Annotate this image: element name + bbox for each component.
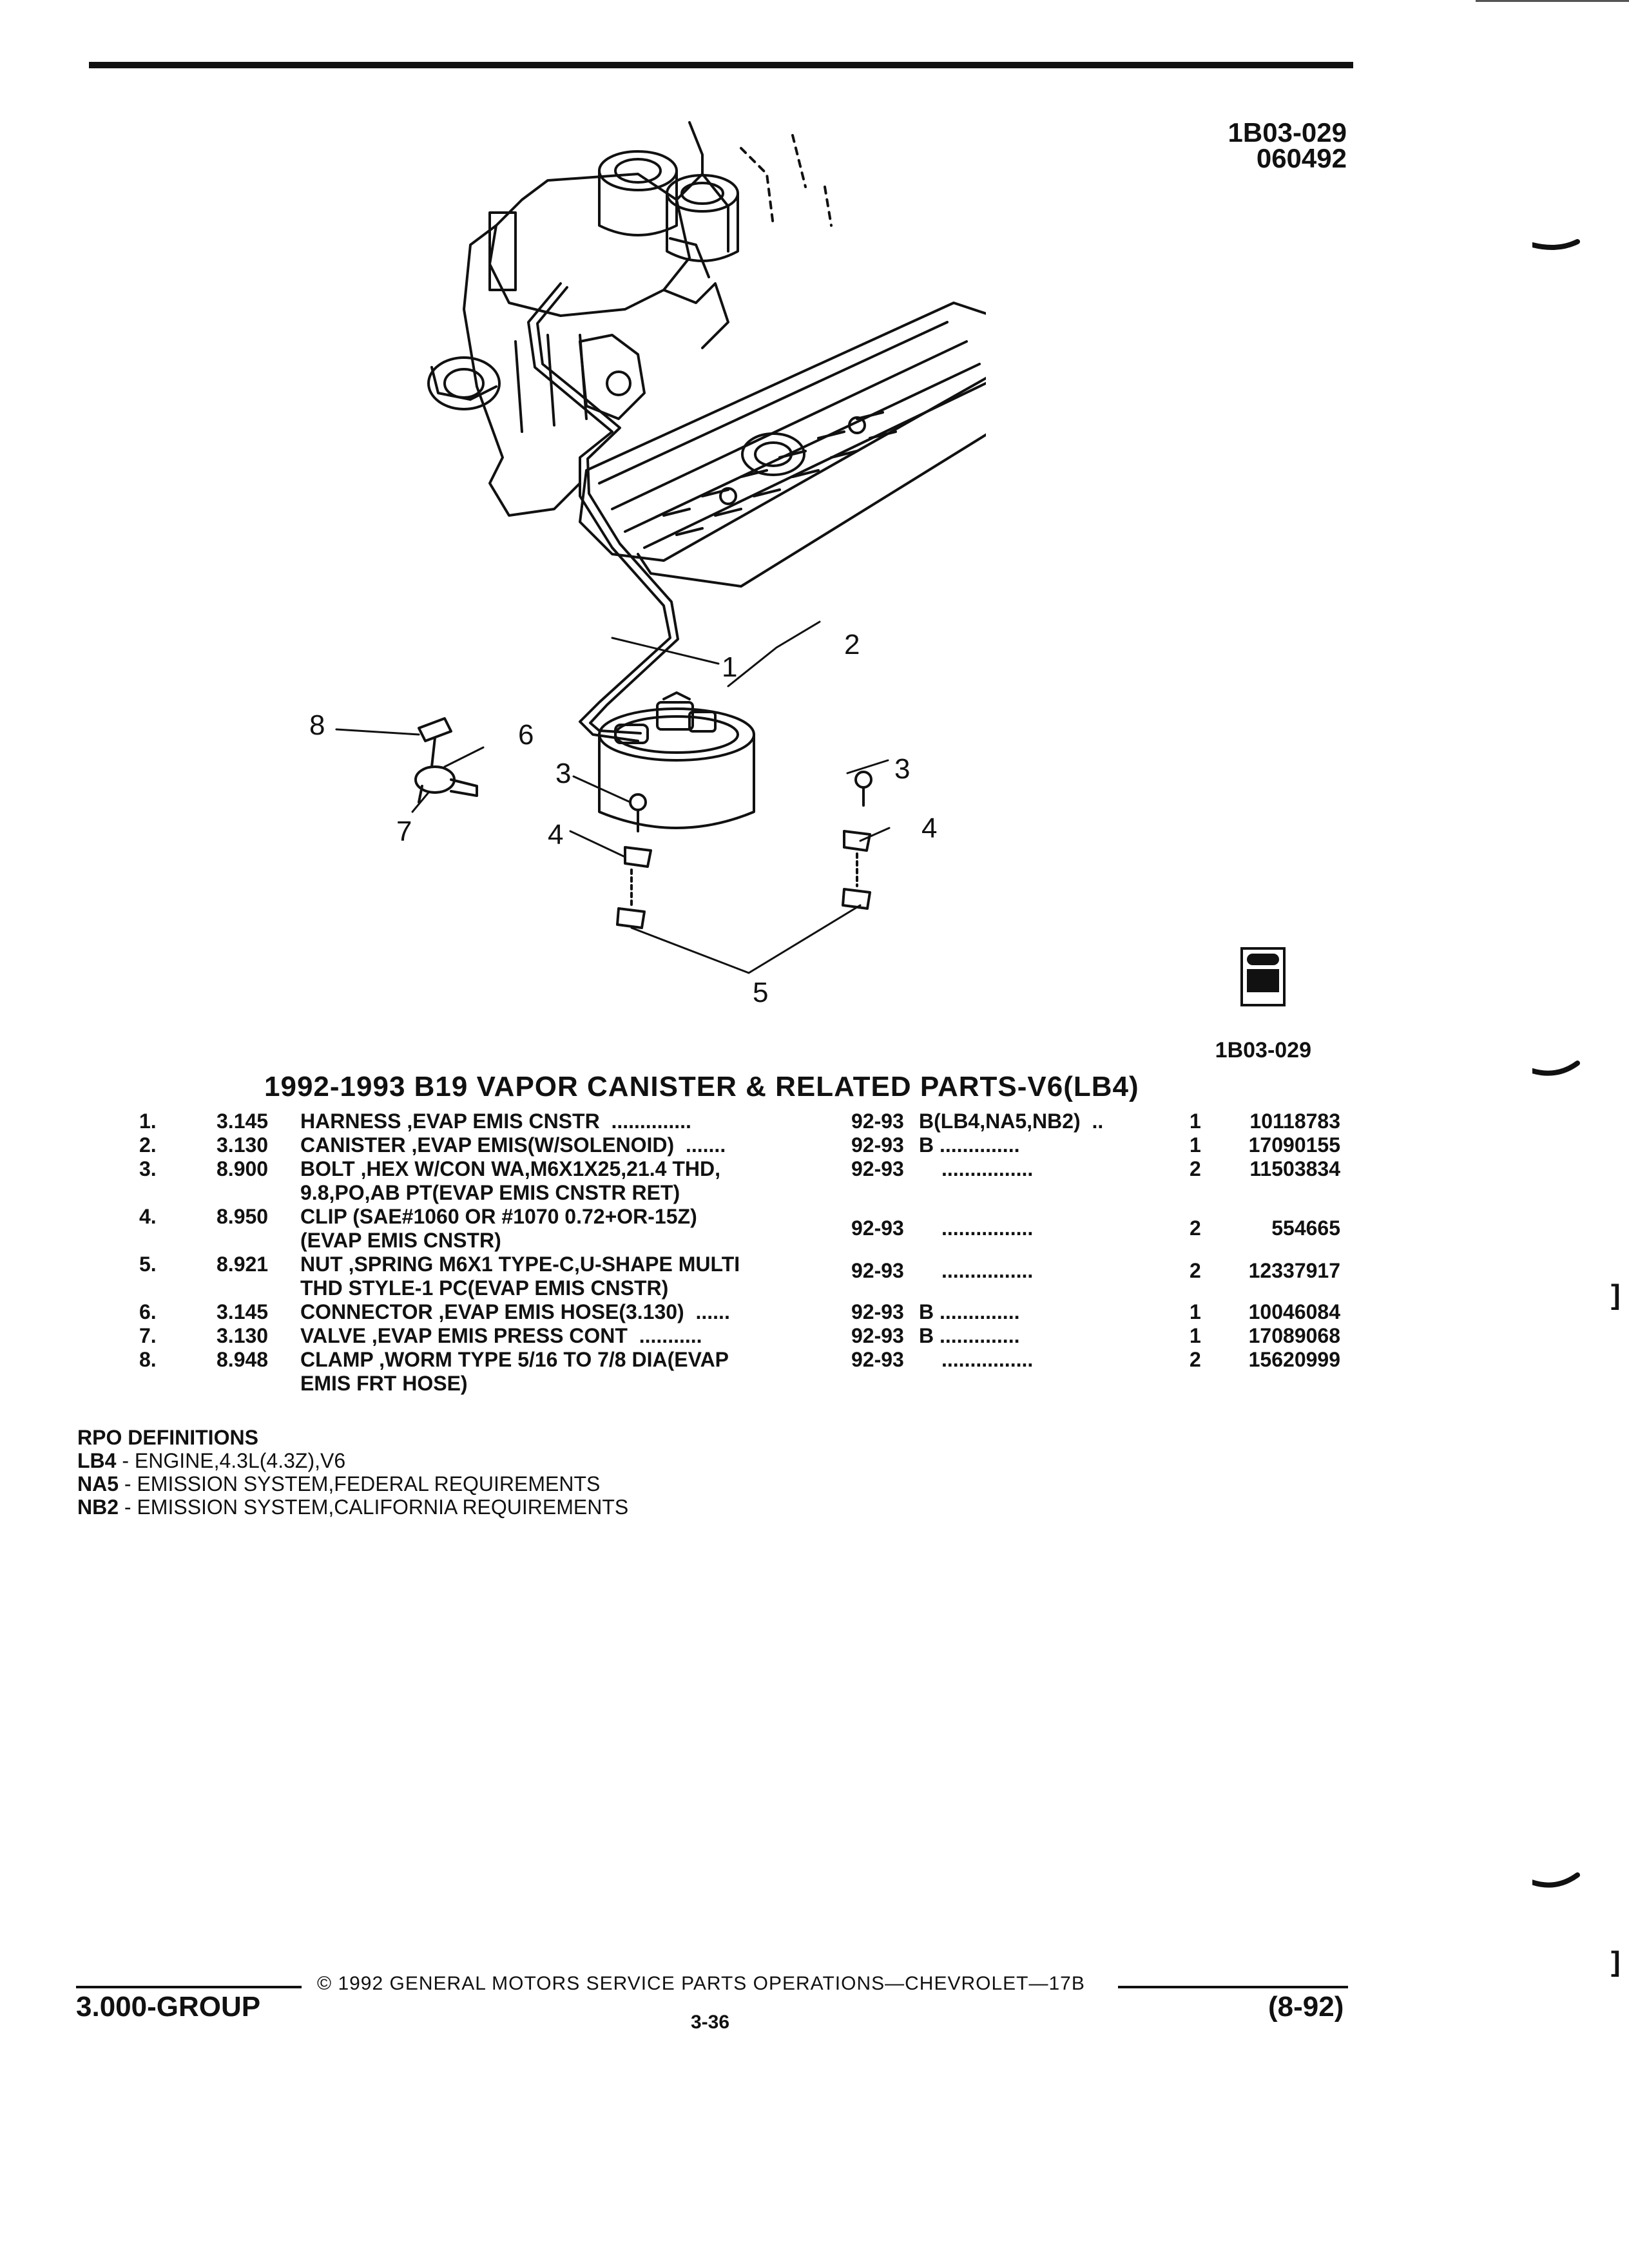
- footer-rule-left: [76, 1986, 302, 1988]
- part-description-cont: THD STYLE-1 PC(EVAP EMIS CNSTR): [300, 1276, 669, 1300]
- parts-row: [139, 1133, 1351, 1157]
- rpo-item: [77, 1472, 628, 1495]
- quantity: 1: [1190, 1133, 1201, 1157]
- rpo-text: - EMISSION SYSTEM,CALIFORNIA REQUIREMENTS: [119, 1495, 629, 1519]
- part-number: 17090155: [1248, 1133, 1340, 1157]
- item-number: 6.: [139, 1300, 157, 1323]
- item-number: 5.: [139, 1253, 157, 1276]
- item-number: 3.: [139, 1157, 157, 1180]
- rpo-code: B ..............: [919, 1300, 1020, 1323]
- margin-mark: ]: [1611, 1946, 1621, 1977]
- model-years: 92-93: [851, 1216, 904, 1240]
- right-mount-hardware: [843, 772, 871, 908]
- valve-cover: [580, 303, 986, 586]
- callout-5: 5: [753, 977, 769, 1008]
- evap-hose-harness: [528, 284, 678, 743]
- model-years: 92-93: [851, 1110, 904, 1133]
- rpo-code: B ..............: [919, 1324, 1020, 1347]
- model-years: 92-93: [851, 1259, 904, 1282]
- rpo-code: ................: [941, 1259, 1034, 1282]
- revision-date: (8-92): [1268, 1991, 1344, 2023]
- rpo-text: - ENGINE,4.3L(4.3Z),V6: [116, 1449, 346, 1472]
- quantity: 1: [1190, 1324, 1201, 1347]
- part-description: HARNESS ,EVAP EMIS CNSTR ..............: [300, 1110, 691, 1133]
- exploded-parts-diagram: [277, 97, 986, 1018]
- group-number: 8.900: [217, 1157, 269, 1180]
- group-number: 8.948: [217, 1348, 269, 1371]
- item-number: 4.: [139, 1205, 157, 1228]
- rpo-code: B ..............: [919, 1133, 1020, 1157]
- part-number: 554665: [1271, 1216, 1340, 1240]
- group-number: 3.130: [217, 1324, 269, 1347]
- item-number: 2.: [139, 1133, 157, 1157]
- callout-3-left: 3: [555, 758, 572, 789]
- group-number: 8.921: [217, 1253, 269, 1276]
- callout-7: 7: [396, 816, 412, 847]
- parts-row: [139, 1205, 1351, 1253]
- item-number: 7.: [139, 1324, 157, 1347]
- model-years: 92-93: [851, 1133, 904, 1157]
- page-number: 3-36: [691, 2012, 730, 2033]
- left-mount-hardware: [617, 794, 651, 928]
- part-description: CLIP (SAE#1060 OR #1070 0.72+OR-15Z): [300, 1205, 697, 1228]
- rpo-heading: RPO DEFINITIONS: [77, 1426, 258, 1449]
- model-years: 92-93: [851, 1324, 904, 1347]
- gm-spo-logo: [1240, 947, 1286, 1006]
- page-title: 1992-1993 B19 VAPOR CANISTER & RELATED PARTS-V6(LB4): [264, 1071, 1139, 1102]
- part-number: 17089068: [1248, 1324, 1340, 1347]
- quantity: 2: [1190, 1216, 1201, 1240]
- group-label: 3.000-GROUP: [76, 1991, 261, 2023]
- rpo-code: ................: [941, 1157, 1034, 1180]
- ref-code: 1B03-029: [1228, 117, 1347, 148]
- ref-date: 060492: [1256, 143, 1347, 173]
- parts-row: [139, 1157, 1351, 1205]
- part-description: NUT ,SPRING M6X1 TYPE-C,U-SHAPE MULTI: [300, 1253, 740, 1276]
- callout-8: 8: [309, 709, 325, 741]
- callout-6: 6: [518, 719, 534, 751]
- rpo-item: [77, 1495, 628, 1519]
- group-number: 3.130: [217, 1133, 269, 1157]
- parts-row: [139, 1324, 1351, 1348]
- model-years: 92-93: [851, 1157, 904, 1180]
- rpo-code: B(LB4,NA5,NB2) ..: [919, 1110, 1104, 1133]
- pressure-control-valve-assembly: [416, 718, 477, 802]
- reference-block: [1192, 117, 1347, 173]
- callout-4-left: 4: [548, 819, 564, 850]
- part-description: CANISTER ,EVAP EMIS(W/SOLENOID) .......: [300, 1133, 726, 1157]
- figure-ref: 1B03-029: [1215, 1038, 1311, 1062]
- item-number: 1.: [139, 1110, 157, 1133]
- parts-row: [139, 1300, 1351, 1324]
- rpo-text: - EMISSION SYSTEM,FEDERAL REQUIREMENTS: [119, 1472, 601, 1495]
- corner-rule: [1476, 0, 1629, 2]
- copyright: © 1992 GENERAL MOTORS SERVICE PARTS OPERATIONS—CHEVROLET—17B: [317, 1973, 1085, 1994]
- parts-list: [139, 1110, 1351, 1396]
- part-description-cont: EMIS FRT HOSE): [300, 1372, 468, 1395]
- part-number: 11503834: [1249, 1157, 1340, 1180]
- header-rule: [89, 62, 1353, 68]
- part-number: 12337917: [1248, 1259, 1340, 1282]
- group-number: 3.145: [217, 1110, 269, 1133]
- callout-3-right: 3: [894, 753, 911, 785]
- part-description: CLAMP ,WORM TYPE 5/16 TO 7/8 DIA(EVAP: [300, 1348, 729, 1371]
- part-description-cont: 9.8,PO,AB PT(EVAP EMIS CNSTR RET): [300, 1181, 680, 1204]
- parts-row: [139, 1253, 1351, 1300]
- ignition-coils: [599, 151, 738, 261]
- callout-2: 2: [844, 629, 860, 660]
- rpo-code: ................: [941, 1348, 1034, 1371]
- rpo-code: ................: [941, 1216, 1034, 1240]
- model-years: 92-93: [851, 1348, 904, 1371]
- rpo-item: [77, 1449, 628, 1472]
- part-description: CONNECTOR ,EVAP EMIS HOSE(3.130) ......: [300, 1300, 730, 1323]
- rpo-code: NB2: [77, 1495, 119, 1519]
- callout-4-right: 4: [921, 812, 938, 844]
- vapor-canister: [599, 693, 754, 828]
- part-number: 10046084: [1248, 1300, 1340, 1323]
- model-years: 92-93: [851, 1300, 904, 1323]
- part-number: 10118783: [1249, 1110, 1340, 1133]
- rpo-code: LB4: [77, 1449, 117, 1472]
- rpo-definitions: [77, 1426, 628, 1519]
- group-number: 3.145: [217, 1300, 269, 1323]
- part-number: 15620999: [1248, 1348, 1340, 1371]
- callout-1: 1: [722, 651, 738, 683]
- footer-rule-right: [1118, 1986, 1348, 1988]
- part-description-cont: (EVAP EMIS CNSTR): [300, 1229, 501, 1252]
- quantity: 1: [1190, 1300, 1201, 1323]
- part-description: VALVE ,EVAP EMIS PRESS CONT ...........: [300, 1324, 702, 1347]
- parts-row: [139, 1110, 1351, 1133]
- parts-row: [139, 1348, 1351, 1396]
- binder-marks: [1532, 226, 1584, 1901]
- group-number: 8.950: [217, 1205, 269, 1228]
- part-description: BOLT ,HEX W/CON WA,M6X1X25,21.4 THD,: [300, 1157, 720, 1180]
- quantity: 2: [1190, 1348, 1201, 1371]
- rpo-code: NA5: [77, 1472, 119, 1495]
- quantity: 2: [1190, 1259, 1201, 1282]
- quantity: 2: [1190, 1157, 1201, 1180]
- margin-mark: ]: [1611, 1279, 1621, 1311]
- quantity: 1: [1190, 1110, 1201, 1133]
- item-number: 8.: [139, 1348, 157, 1371]
